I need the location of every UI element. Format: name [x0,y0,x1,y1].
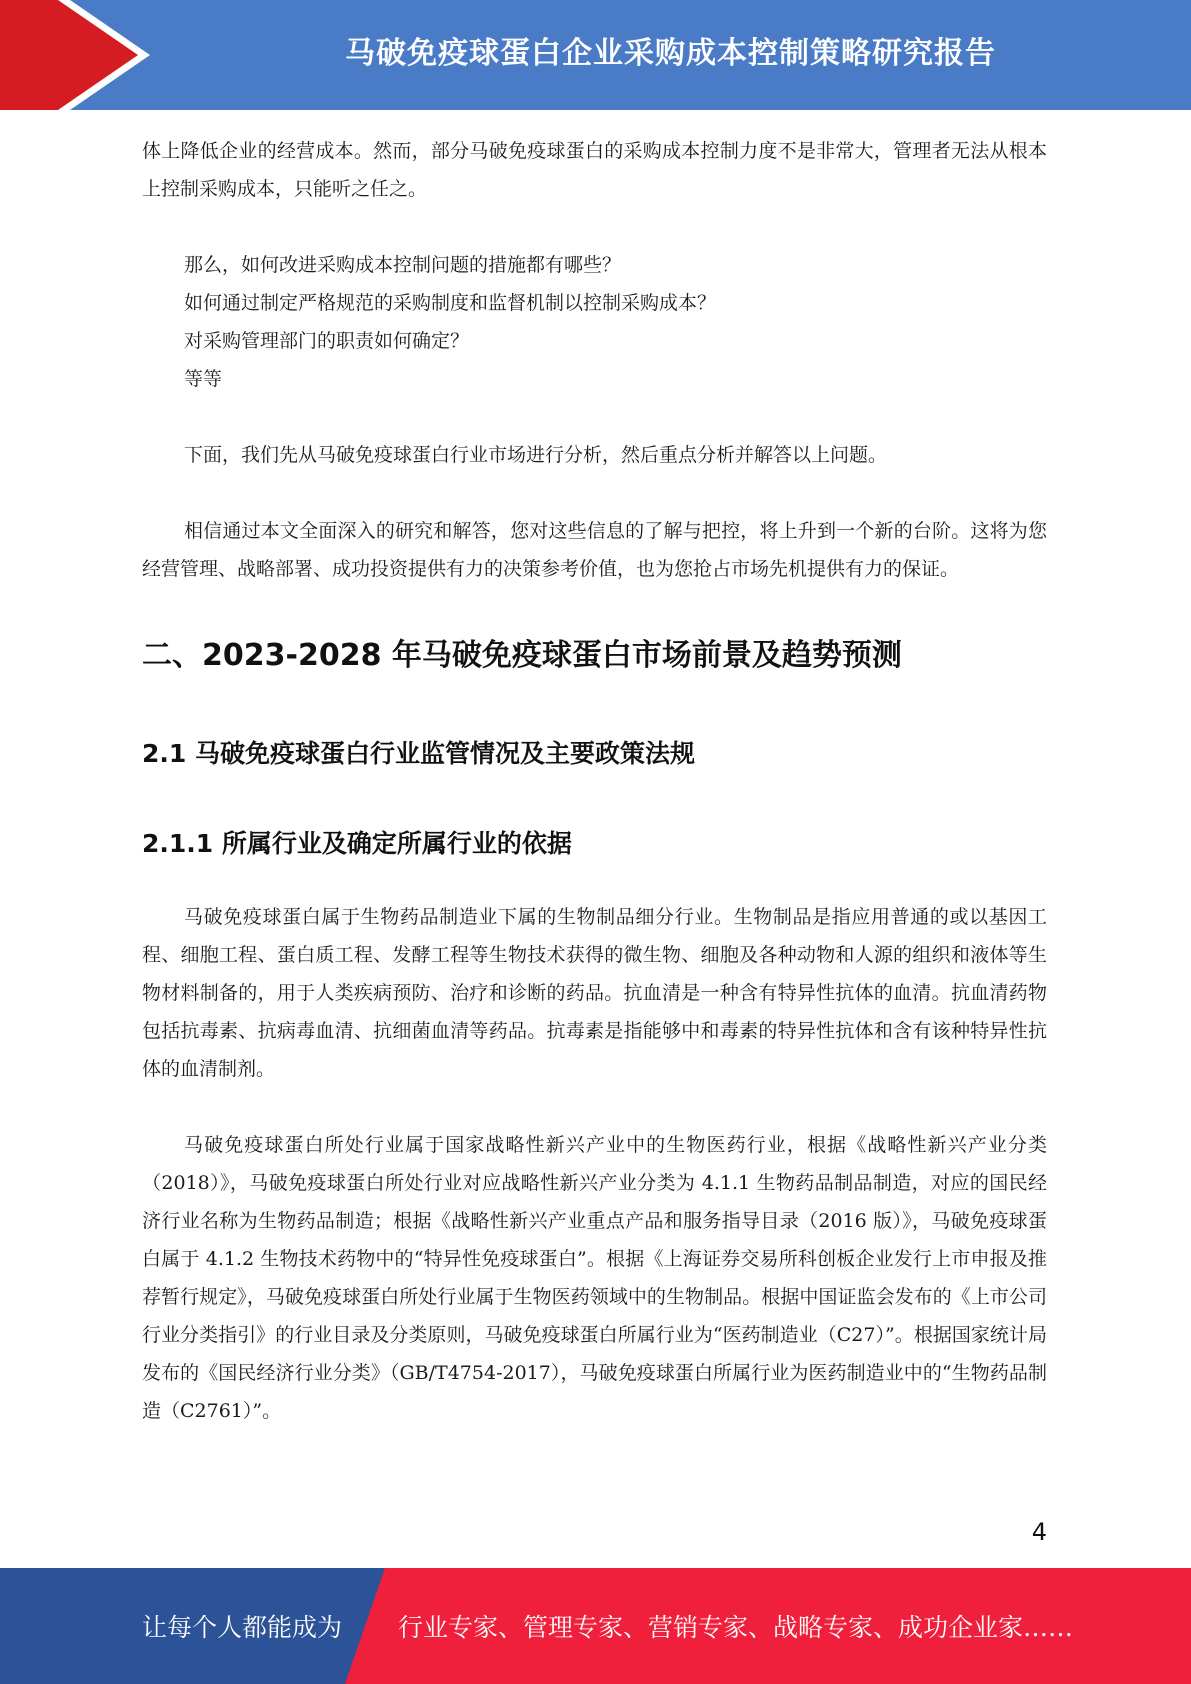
believe-paragraph: 相信通过本文全面深入的研究和解答，您对这些信息的了解与把控，将上升到一个新的台阶。这将为您经营管理、战略部署、成功投资提供有力的决策参考价值，也为您抢占市场先机提供有力的保证。 [142,520,1047,580]
question-3: 对采购管理部门的职责如何确定？ [184,330,470,352]
classification-paragraph: 马破免疫球蛋白所处行业属于国家战略性新兴产业中的生物医药行业，根据《战略性新兴产业分类（2018）》，马破免疫球蛋白所处行业对应战略性新兴产业分类为 4.1.1 生物药品制品制造，对应的国民经济行业名称为生物药品制造；根据《战略性新兴产业重点产品和服务指导目录（2016 版）》，马破免疫球蛋白属于 4.1.2 生物技术药物中的“特异性免疫球蛋白”。根据《上海证券交易所科创板企业发行上市申报及推荐暂行规定》，马破免疫球蛋白所处行业属于生物医药领域中的生物制品。根据中国证监会发布的《上市公司行业分类指引》的行业目录及分类原则，马破免疫球蛋白所属行业为“医药制造业（C27）”。根据国家统计局发布的《国民经济行业分类》（GB/T4754-2017），马破免疫球蛋白所属行业为医药制造业中的“生物药品制造（C2761）”。 [142,1134,1047,1422]
red-arrow-icon [0,0,140,110]
question-2: 如何通过制定严格规范的采购制度和监督机制以控制采购成本？ [184,292,717,314]
footer-banner [0,1568,1191,1684]
subsubsection-heading: 2.1.1 所属行业及确定所属行业的依据 [142,829,572,858]
section-heading: 二、2023-2028 年马破免疫球蛋白市场前景及趋势预测 [142,638,902,673]
intro-paragraph: 体上降低企业的经营成本。然而，部分马破免疫球蛋白的采购成本控制力度不是非常大，管理者无法从根本上控制采购成本，只能听之任之。 [142,140,1047,200]
next-paragraph: 下面，我们先从马破免疫球蛋白行业市场进行分析，然后重点分析并解答以上问题。 [184,444,888,466]
header-banner [0,0,1191,110]
question-1: 那么，如何改进采购成本控制问题的措施都有哪些？ [184,254,622,276]
question-4: 等等 [184,368,223,390]
footer-slogan-left: 让每个人都能成为 [142,1613,343,1642]
page-number: 4 [1031,1518,1047,1546]
document-body [142,132,1047,1430]
footer-slogan-right: 行业专家、管理专家、营销专家、战略专家、成功企业家…… [398,1613,1074,1642]
industry-paragraph: 马破免疫球蛋白属于生物药品制造业下属的生物制品细分行业。生物制品是指应用普通的或以基因工程、细胞工程、蛋白质工程、发酵工程等生物技术获得的微生物、细胞及各种动物和人源的组织和液体等生物材料制备的，用于人类疾病预防、治疗和诊断的药品。抗血清是一种含有特异性抗体的血清。抗血清药物包括抗毒素、抗病毒血清、抗细菌血清等药品。抗毒素是指能够中和毒素的特异性抗体和含有该种特异性抗体的血清制剂。 [142,906,1047,1080]
subsection-heading: 2.1 马破免疫球蛋白行业监管情况及主要政策法规 [142,739,695,768]
report-title: 马破免疫球蛋白企业采购成本控制策略研究报告 [345,36,996,71]
